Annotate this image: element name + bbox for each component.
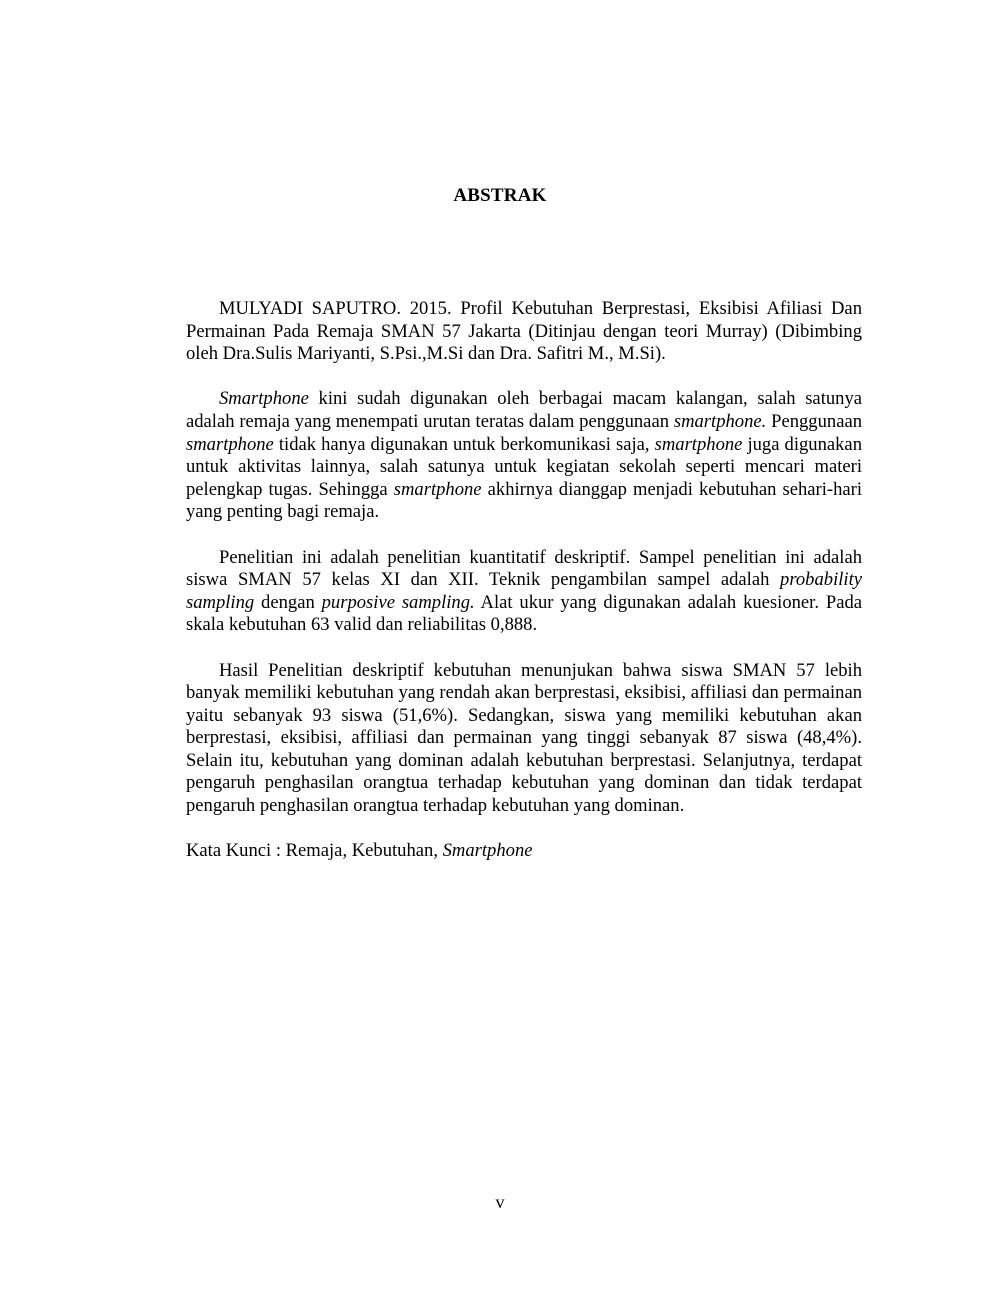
italic-term: Smartphone [219,388,309,410]
italic-term: smartphone [654,433,743,455]
text-run: Penelitian ini adalah penelitian kuantitatif deskriptif. Sampel penelitian ini adalah siswa SMAN 57 kelas XI dan XII. Teknik pengambilan sampel adalah [186,546,862,591]
text-run: tidak hanya digunakan untuk berkomunikasi saja, [273,433,655,455]
abstract-body [186,298,862,885]
italic-term: smartphone [393,478,482,500]
text-run: dengan [254,591,322,613]
italic-term: probability sampling [186,569,862,613]
keywords-text: Kata Kunci : Remaja, Kebutuhan, [186,840,443,862]
page-title: ABSTRAK [453,185,547,206]
text-run: akhirnya dianggap menjadi kebutuhan sehari-hari yang penting bagi remaja. [186,478,863,523]
page-number: v [495,1192,505,1212]
italic-term: purposive sampling. [321,591,475,613]
keywords-line [186,840,862,863]
text-run: juga digunakan untuk aktivitas lainnya, salah satunya untuk kegiatan sekolah seperti mencari materi pelengkap tugas. Sehingga [186,433,862,500]
results-paragraph: Hasil Penelitian deskriptif kebutuhan menunjukan bahwa siswa SMAN 57 lebih banyak memiliki kebutuhan yang rendah akan berprestasi, eksibisi, affiliasi dan permainan yaitu sebanyak 93 siswa (51,6%). Sedangkan, siswa yang memiliki kebutuhan akan berprestasi, eksibisi, affiliasi dan permainan yang tinggi sebanyak 87 siswa (48,4%). Selain itu, kebutuhan yang dominan adalah kebutuhan berprestasi. Selanjutnya, terdapat pengaruh penghasilan orangtua terhadap kebutuhan yang dominan dan tidak terdapat pengaruh penghasilan orangtua terhadap kebutuhan yang dominan. [186,659,862,817]
italic-term: smartphone [186,433,274,455]
background-paragraph [186,388,862,524]
italic-term: smartphone. [673,410,767,432]
text-run: Alat ukur yang digunakan adalah kuesioner. Pada skala kebutuhan 63 valid dan reliabilitas 0,888. [186,591,862,636]
citation-paragraph: MULYADI SAPUTRO. 2015. Profil Kebutuhan Berprestasi, Eksibisi Afiliasi Dan Permainan Pada Remaja SMAN 57 Jakarta (Ditinjau dengan teori Murray) (Dibimbing oleh Dra.Sulis Mariyanti, S.Psi.,M.Si dan Dra. Safitri M., M.Si). [186,298,862,365]
text-run: Penggunaan [766,410,862,432]
italic-term: Smartphone [442,840,533,862]
text-run: kini sudah digunakan oleh berbagai macam kalangan, salah satunya adalah remaja yang menempati urutan teratas dalam penggunaan [186,388,862,432]
method-paragraph [186,547,862,637]
